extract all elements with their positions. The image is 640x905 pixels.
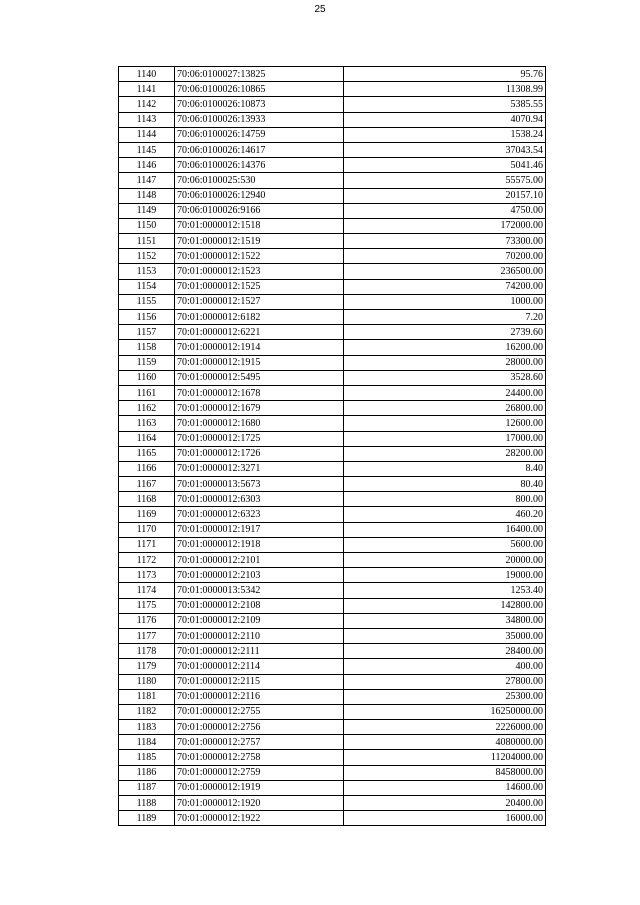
table-row (119, 613, 546, 628)
value-cell: 28400.00 (344, 644, 546, 659)
row-number-cell: 1178 (119, 644, 175, 659)
table-row (119, 173, 546, 188)
cadastral-number-cell: 70:01:0000012:2103 (175, 568, 344, 583)
cadastral-number-cell: 70:01:0000012:2114 (175, 659, 344, 674)
value-cell: 74200.00 (344, 279, 546, 294)
row-number-cell: 1173 (119, 568, 175, 583)
row-number-cell: 1162 (119, 401, 175, 416)
table-row (119, 553, 546, 568)
table-row (119, 689, 546, 704)
row-number-cell: 1158 (119, 340, 175, 355)
cadastral-number-cell: 70:01:0000012:1678 (175, 385, 344, 400)
table-row (119, 340, 546, 355)
row-number-cell: 1181 (119, 689, 175, 704)
table-row (119, 310, 546, 325)
row-number-cell: 1152 (119, 249, 175, 264)
cadastral-number-cell: 70:01:0000012:1920 (175, 796, 344, 811)
table-row (119, 416, 546, 431)
cadastral-number-cell: 70:01:0000012:2755 (175, 704, 344, 719)
table-row (119, 97, 546, 112)
cadastral-number-cell: 70:01:0000012:1914 (175, 340, 344, 355)
cadastral-number-cell: 70:01:0000012:5495 (175, 370, 344, 385)
row-number-cell: 1147 (119, 173, 175, 188)
cadastral-number-cell: 70:01:0000012:1525 (175, 279, 344, 294)
row-number-cell: 1155 (119, 294, 175, 309)
value-cell: 16400.00 (344, 522, 546, 537)
value-cell: 400.00 (344, 659, 546, 674)
table-row (119, 294, 546, 309)
cadastral-number-cell: 70:01:0000012:2111 (175, 644, 344, 659)
cadastral-number-cell: 70:01:0000012:1527 (175, 294, 344, 309)
value-cell: 8458000.00 (344, 765, 546, 780)
value-cell: 73300.00 (344, 234, 546, 249)
cadastral-number-cell: 70:01:0000012:1523 (175, 264, 344, 279)
row-number-cell: 1156 (119, 310, 175, 325)
row-number-cell: 1144 (119, 127, 175, 142)
cadastral-number-cell: 70:01:0000012:1522 (175, 249, 344, 264)
table-row (119, 477, 546, 492)
row-number-cell: 1172 (119, 553, 175, 568)
cadastral-number-cell: 70:01:0000012:2109 (175, 613, 344, 628)
value-cell: 28200.00 (344, 446, 546, 461)
value-cell: 5041.46 (344, 158, 546, 173)
table-row (119, 355, 546, 370)
value-cell: 80.40 (344, 477, 546, 492)
table-row (119, 325, 546, 340)
cadastral-number-cell: 70:01:0000012:1725 (175, 431, 344, 446)
value-cell: 25300.00 (344, 689, 546, 704)
cadastral-number-cell: 70:01:0000012:1679 (175, 401, 344, 416)
cadastral-number-cell: 70:01:0000012:1919 (175, 780, 344, 795)
row-number-cell: 1157 (119, 325, 175, 340)
cadastral-number-cell: 70:01:0000012:2759 (175, 765, 344, 780)
row-number-cell: 1171 (119, 537, 175, 552)
cadastral-number-cell: 70:01:0000012:1917 (175, 522, 344, 537)
table-row (119, 659, 546, 674)
cadastral-number-cell: 70:01:0000012:3271 (175, 461, 344, 476)
value-cell: 11204000.00 (344, 750, 546, 765)
row-number-cell: 1184 (119, 735, 175, 750)
value-cell: 1000.00 (344, 294, 546, 309)
table-row (119, 234, 546, 249)
value-cell: 20400.00 (344, 796, 546, 811)
row-number-cell: 1164 (119, 431, 175, 446)
value-cell: 26800.00 (344, 401, 546, 416)
cadastral-number-cell: 70:01:0000012:2101 (175, 553, 344, 568)
cadastral-number-cell: 70:06:0100026:14376 (175, 158, 344, 173)
value-cell: 16250000.00 (344, 704, 546, 719)
table-row (119, 765, 546, 780)
row-number-cell: 1159 (119, 355, 175, 370)
row-number-cell: 1150 (119, 218, 175, 233)
value-cell: 27800.00 (344, 674, 546, 689)
value-cell: 8.40 (344, 461, 546, 476)
value-cell: 1538.24 (344, 127, 546, 142)
row-number-cell: 1167 (119, 477, 175, 492)
table-row (119, 82, 546, 97)
row-number-cell: 1177 (119, 628, 175, 643)
cadastral-number-cell: 70:06:0100026:10873 (175, 97, 344, 112)
table-row (119, 704, 546, 719)
table-row (119, 142, 546, 157)
value-cell: 800.00 (344, 492, 546, 507)
row-number-cell: 1163 (119, 416, 175, 431)
cadastral-number-cell: 70:01:0000012:1518 (175, 218, 344, 233)
row-number-cell: 1182 (119, 704, 175, 719)
value-cell: 3528.60 (344, 370, 546, 385)
row-number-cell: 1160 (119, 370, 175, 385)
row-number-cell: 1175 (119, 598, 175, 613)
table-row (119, 279, 546, 294)
row-number-cell: 1168 (119, 492, 175, 507)
table-row (119, 446, 546, 461)
table-row (119, 598, 546, 613)
table-row (119, 628, 546, 643)
table-row (119, 370, 546, 385)
value-cell: 5385.55 (344, 97, 546, 112)
cadastral-number-cell: 70:06:0100026:13933 (175, 112, 344, 127)
table-row (119, 796, 546, 811)
row-number-cell: 1146 (119, 158, 175, 173)
value-cell: 20157.10 (344, 188, 546, 203)
table-body (119, 67, 546, 826)
row-number-cell: 1166 (119, 461, 175, 476)
value-cell: 19000.00 (344, 568, 546, 583)
table-row (119, 188, 546, 203)
cadastral-table (118, 66, 546, 826)
cadastral-number-cell: 70:01:0000012:6221 (175, 325, 344, 340)
row-number-cell: 1153 (119, 264, 175, 279)
value-cell: 70200.00 (344, 249, 546, 264)
table-row (119, 112, 546, 127)
table-row (119, 158, 546, 173)
cadastral-number-cell: 70:06:0100026:10865 (175, 82, 344, 97)
table-row (119, 780, 546, 795)
row-number-cell: 1141 (119, 82, 175, 97)
row-number-cell: 1149 (119, 203, 175, 218)
cadastral-number-cell: 70:01:0000012:2116 (175, 689, 344, 704)
table-row (119, 492, 546, 507)
row-number-cell: 1142 (119, 97, 175, 112)
row-number-cell: 1165 (119, 446, 175, 461)
value-cell: 28000.00 (344, 355, 546, 370)
value-cell: 24400.00 (344, 385, 546, 400)
row-number-cell: 1145 (119, 142, 175, 157)
row-number-cell: 1188 (119, 796, 175, 811)
cadastral-number-cell: 70:01:0000013:5673 (175, 477, 344, 492)
table-row (119, 67, 546, 82)
cadastral-number-cell: 70:01:0000012:2115 (175, 674, 344, 689)
table-row (119, 249, 546, 264)
table-row (119, 522, 546, 537)
cadastral-number-cell: 70:06:0100027:13825 (175, 67, 344, 82)
table-row (119, 264, 546, 279)
table-row (119, 735, 546, 750)
cadastral-number-cell: 70:01:0000012:6323 (175, 507, 344, 522)
cadastral-number-cell: 70:01:0000012:2110 (175, 628, 344, 643)
value-cell: 14600.00 (344, 780, 546, 795)
table-row (119, 644, 546, 659)
row-number-cell: 1180 (119, 674, 175, 689)
row-number-cell: 1176 (119, 613, 175, 628)
cadastral-number-cell: 70:01:0000012:1726 (175, 446, 344, 461)
table-row (119, 568, 546, 583)
table-row (119, 401, 546, 416)
value-cell: 142800.00 (344, 598, 546, 613)
row-number-cell: 1140 (119, 67, 175, 82)
value-cell: 95.76 (344, 67, 546, 82)
table-row (119, 583, 546, 598)
value-cell: 34800.00 (344, 613, 546, 628)
row-number-cell: 1148 (119, 188, 175, 203)
value-cell: 2226000.00 (344, 720, 546, 735)
row-number-cell: 1151 (119, 234, 175, 249)
value-cell: 16000.00 (344, 811, 546, 826)
value-cell: 16200.00 (344, 340, 546, 355)
cadastral-number-cell: 70:01:0000012:6182 (175, 310, 344, 325)
value-cell: 4080000.00 (344, 735, 546, 750)
value-cell: 17000.00 (344, 431, 546, 446)
table-row (119, 537, 546, 552)
value-cell: 460.20 (344, 507, 546, 522)
value-cell: 4750.00 (344, 203, 546, 218)
value-cell: 20000.00 (344, 553, 546, 568)
table-row (119, 674, 546, 689)
cadastral-number-cell: 70:01:0000012:2758 (175, 750, 344, 765)
row-number-cell: 1179 (119, 659, 175, 674)
row-number-cell: 1187 (119, 780, 175, 795)
value-cell: 4070.94 (344, 112, 546, 127)
cadastral-number-cell: 70:01:0000012:1519 (175, 234, 344, 249)
row-number-cell: 1169 (119, 507, 175, 522)
row-number-cell: 1170 (119, 522, 175, 537)
table-row (119, 507, 546, 522)
value-cell: 1253.40 (344, 583, 546, 598)
row-number-cell: 1154 (119, 279, 175, 294)
table-row (119, 461, 546, 476)
table-row (119, 218, 546, 233)
table-row (119, 127, 546, 142)
table-row (119, 811, 546, 826)
row-number-cell: 1161 (119, 385, 175, 400)
value-cell: 35000.00 (344, 628, 546, 643)
cadastral-number-cell: 70:01:0000012:1915 (175, 355, 344, 370)
value-cell: 11308.99 (344, 82, 546, 97)
page-number: 25 (314, 4, 326, 15)
row-number-cell: 1185 (119, 750, 175, 765)
cadastral-number-cell: 70:01:0000012:2756 (175, 720, 344, 735)
cadastral-number-cell: 70:01:0000012:1680 (175, 416, 344, 431)
row-number-cell: 1174 (119, 583, 175, 598)
table-row (119, 431, 546, 446)
value-cell: 55575.00 (344, 173, 546, 188)
value-cell: 172000.00 (344, 218, 546, 233)
table-row (119, 203, 546, 218)
table-row (119, 750, 546, 765)
row-number-cell: 1186 (119, 765, 175, 780)
cadastral-number-cell: 70:06:0100025:530 (175, 173, 344, 188)
cadastral-number-cell: 70:01:0000012:6303 (175, 492, 344, 507)
cadastral-number-cell: 70:06:0100026:12940 (175, 188, 344, 203)
cadastral-number-cell: 70:01:0000013:5342 (175, 583, 344, 598)
cadastral-number-cell: 70:01:0000012:2108 (175, 598, 344, 613)
row-number-cell: 1143 (119, 112, 175, 127)
table-row (119, 385, 546, 400)
cadastral-number-cell: 70:01:0000012:1922 (175, 811, 344, 826)
cadastral-number-cell: 70:06:0100026:14617 (175, 142, 344, 157)
cadastral-number-cell: 70:01:0000012:2757 (175, 735, 344, 750)
value-cell: 12600.00 (344, 416, 546, 431)
value-cell: 2739.60 (344, 325, 546, 340)
value-cell: 5600.00 (344, 537, 546, 552)
row-number-cell: 1183 (119, 720, 175, 735)
table-row (119, 720, 546, 735)
cadastral-number-cell: 70:01:0000012:1918 (175, 537, 344, 552)
cadastral-number-cell: 70:06:0100026:9166 (175, 203, 344, 218)
value-cell: 37043.54 (344, 142, 546, 157)
row-number-cell: 1189 (119, 811, 175, 826)
value-cell: 7.20 (344, 310, 546, 325)
value-cell: 236500.00 (344, 264, 546, 279)
cadastral-number-cell: 70:06:0100026:14759 (175, 127, 344, 142)
